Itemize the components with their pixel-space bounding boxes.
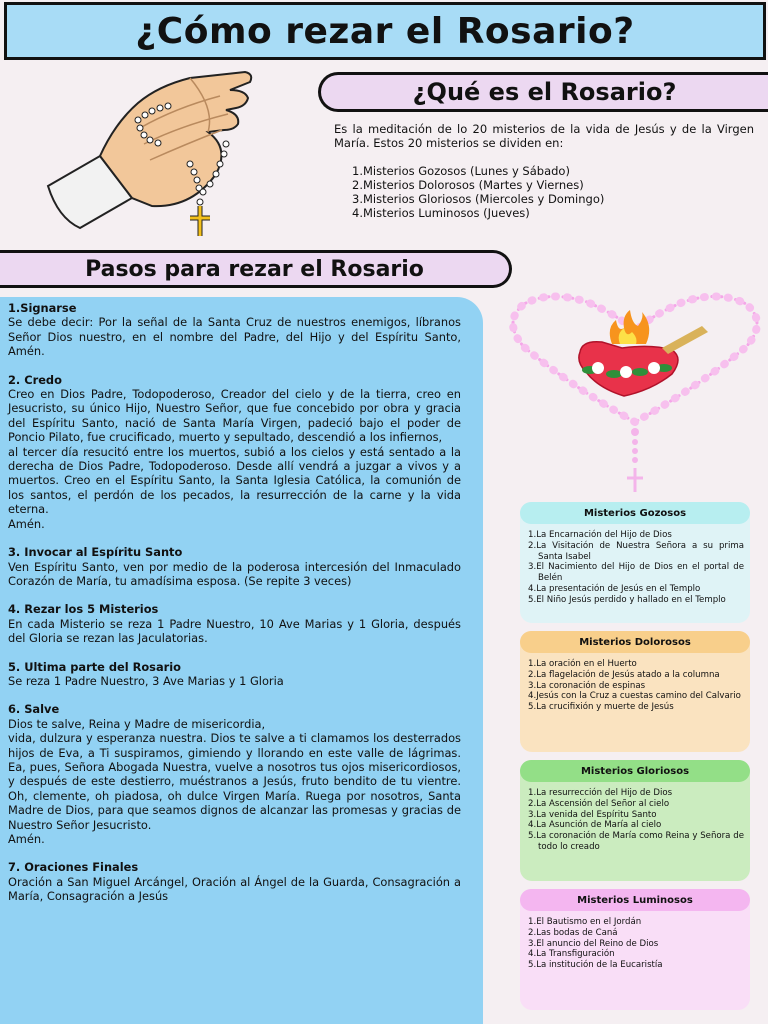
mysteries-card-luminosos xyxy=(520,889,750,1010)
list-item: 2.La Ascensión del Señor al cielo xyxy=(528,798,670,809)
title-banner xyxy=(4,2,766,60)
step-5 xyxy=(8,660,461,689)
step-3 xyxy=(8,545,461,588)
list-item: 3.Misterios Gloriosos (Miercoles y Domingo) xyxy=(352,192,605,206)
list-item: 5.El Niño Jesús perdido y hallado en el Templo xyxy=(528,594,726,605)
step-title: 4. Rezar los 5 Misterios xyxy=(8,602,159,617)
what-is-rosary-heading xyxy=(318,72,768,112)
card-title: Misterios Dolorosos xyxy=(520,631,750,653)
list-item: 1.La oración en el Huerto xyxy=(528,659,637,669)
step-title: 2. Credo xyxy=(8,372,62,387)
mysteries-list xyxy=(520,782,750,859)
card-title: Misterios Gloriosos xyxy=(520,760,750,782)
card-title: Misterios Gozosos xyxy=(520,502,750,524)
steps-heading-text: Pasos para rezar el Rosario xyxy=(85,256,424,282)
step-title: 1.Signarse xyxy=(8,301,77,315)
step-7 xyxy=(8,860,461,903)
step-body: En cada Misterio se reza 1 Padre Nuestro, 10 Ave Marias y 1 Gloria, después del Gloria se rezan las Jaculatorias. xyxy=(8,616,461,646)
list-item: 4.La presentación de Jesús en el Templo xyxy=(528,583,701,594)
list-item: 2.Las bodas de Caná xyxy=(528,927,618,938)
mysteries-list xyxy=(520,653,750,719)
list-item: 1.La resurrección del Hijo de Dios xyxy=(528,788,673,798)
step-title: 5. Ultima parte del Rosario xyxy=(8,659,181,674)
list-item: 4.Misterios Luminosos (Jueves) xyxy=(352,206,530,220)
list-item: 2.La flagelación de Jesús atado a la columna xyxy=(528,669,720,680)
praying-hands-rosary-icon xyxy=(40,68,265,243)
list-item: 5.La coronación de María como Reina y Señora de todo lo creado xyxy=(528,831,744,852)
step-4 xyxy=(8,602,461,645)
steps-heading xyxy=(0,250,512,288)
steps-panel xyxy=(0,297,483,1024)
step-2 xyxy=(8,373,461,531)
list-item: 4.La Asunción de María al cielo xyxy=(528,820,662,831)
list-item: 3.El Nacimiento del Hijo de Dios en el portal de Belén xyxy=(528,562,744,584)
mysteries-card-gozosos xyxy=(520,502,750,623)
mysteries-list xyxy=(520,524,750,612)
sacred-heart-rosary-icon xyxy=(502,292,768,497)
list-item: 2.La Visitación de Nuestra Señora a su prima Santa Isabel xyxy=(528,540,744,562)
step-title: 7. Oraciones Finales xyxy=(8,860,139,875)
list-item: 5.La institución de la Eucaristía xyxy=(528,960,663,971)
list-item: 4.La Transfiguración xyxy=(528,949,615,960)
list-item: 4.Jesús con la Cruz a cuestas camino del Calvario xyxy=(528,691,741,702)
step-1 xyxy=(8,301,461,359)
step-title: 3. Invocar al Espíritu Santo xyxy=(8,545,183,560)
step-body: Se debe decir: Por la señal de la Santa Cruz de nuestros enemigos, líbranos Señor Dios nuestro, en el nombre del Padre, del Hijo y del Espíritu Santo, Amén. xyxy=(8,315,461,359)
step-body: Ven Espíritu Santo, ven por medio de la poderosa intercesión del Inmaculado Corazón de María, tu amadísima esposa. (Se repite 3 veces) xyxy=(8,559,461,588)
step-body: Oración a San Miguel Arcángel, Oración al Ángel de la Guarda, Consagración a María, Consagración a Jesús xyxy=(8,874,461,904)
mysteries-summary-list xyxy=(352,164,604,220)
list-item: 3.La coronación de espinas xyxy=(528,680,646,691)
card-title: Misterios Luminosos xyxy=(520,889,750,911)
mysteries-card-dolorosos xyxy=(520,631,750,752)
list-item: 2.Misterios Dolorosos (Martes y Viernes) xyxy=(352,178,584,192)
step-body: Se reza 1 Padre Nuestro, 3 Ave Marias y 1 Gloria xyxy=(8,673,284,688)
list-item: 1.El Bautismo en el Jordán xyxy=(528,917,642,927)
list-item: 5.La crucifixión y muerte de Jesús xyxy=(528,702,674,713)
step-6 xyxy=(8,702,461,846)
mysteries-list xyxy=(520,911,750,977)
page-title: ¿Cómo rezar el Rosario? xyxy=(135,10,635,52)
list-item: 3.La venida del Espíritu Santo xyxy=(528,809,657,820)
step-title: 6. Salve xyxy=(8,702,60,717)
rosary-intro: Es la meditación de lo 20 misterios de la vida de Jesús y de la Virgen María. Estos 20 misterios se dividen en: xyxy=(334,122,754,150)
list-item: 3.El anuncio del Reino de Dios xyxy=(528,938,659,949)
list-item: 1.La Encarnación del Hijo de Dios xyxy=(528,530,672,540)
list-item: 1.Misterios Gozosos (Lunes y Sábado) xyxy=(352,164,570,178)
step-body: Creo en Dios Padre, Todopoderoso, Creador del cielo y de la tierra, creo en Jesucristo, su único Hijo, Nuestro Señor, que fue concebido por obra y gracia del Espíritu Santo, nació de Santa María Virgen, padeció bajo el poder de Poncio Pilato, fue crucificado, muerto y sepultado, descendió a los infiernos, al tercer día resucitó entre los muertos, subió a los cielos y está sentado a la derecha de Dios Padre, Todopoderoso. Desde allí vendrá a juzgar a vivos y a muertos. Creo en el Espíritu Santo, la Santa Iglesia Católica, la comunión de los santos, el perdón de los pecados, la resurrección de la carne y la vida eterna. Amén. xyxy=(8,387,461,531)
step-body: Dios te salve, Reina y Madre de misericordia, vida, dulzura y esperanza nuestra. Dios te salve a ti clamamos los desterrados hijos de Eva, a Ti suspiramos, gimiendo y llorando en este valle de lágrimas. Ea, pues, Señora Abogada Nuestra, vuelve a nosotros tus ojos misericordiosos, y después de este destierro, muéstranos a Jesús, fruto bendito de tu vientre. Oh, clemente, oh piadosa, oh dulce Virgen María. Ruega por nosotros, Santa Madre de Dios, para que seamos dignos de alcanzar las promesas y gracias de Nuestro Señor Jesucristo. Amén. xyxy=(8,716,461,846)
what-is-heading-text: ¿Qué es el Rosario? xyxy=(412,78,677,106)
mysteries-card-gloriosos xyxy=(520,760,750,881)
